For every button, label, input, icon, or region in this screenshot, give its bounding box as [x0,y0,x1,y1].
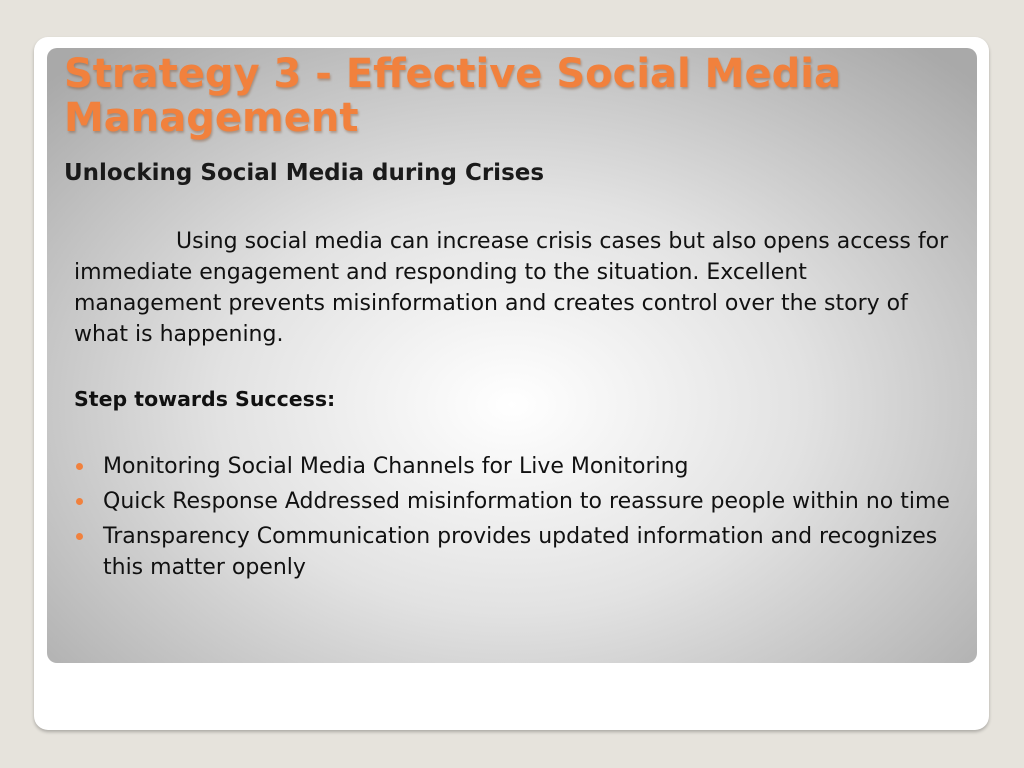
intro-paragraph: Using social media can increase crisis cases but also opens access for immediate engagement and responding to the situation. Excellent management prevents misinformation and creates control over the story of what is happening. [74,229,949,347]
list-item [74,451,954,482]
list-item [74,521,954,583]
slide-title: Strategy 3 - Effective Social Media Management [64,51,841,141]
list-item [74,486,954,517]
bullet-list [74,451,954,583]
bullet-text: Transparency Communication provides updated information and recognizes this matter openly [103,524,938,580]
bullet-dot-icon [76,533,83,540]
bullet-dot-icon [76,498,83,505]
slide-subtitle: Unlocking Social Media during Crises [64,160,545,186]
step-heading: Step towards Success: [74,387,336,411]
bullet-text: Monitoring Social Media Channels for Live Monitoring [103,454,689,479]
bullet-dot-icon [76,463,83,470]
bullet-text: Quick Response Addressed misinformation to reassure people within no time [103,489,950,514]
slide-content [74,226,954,587]
